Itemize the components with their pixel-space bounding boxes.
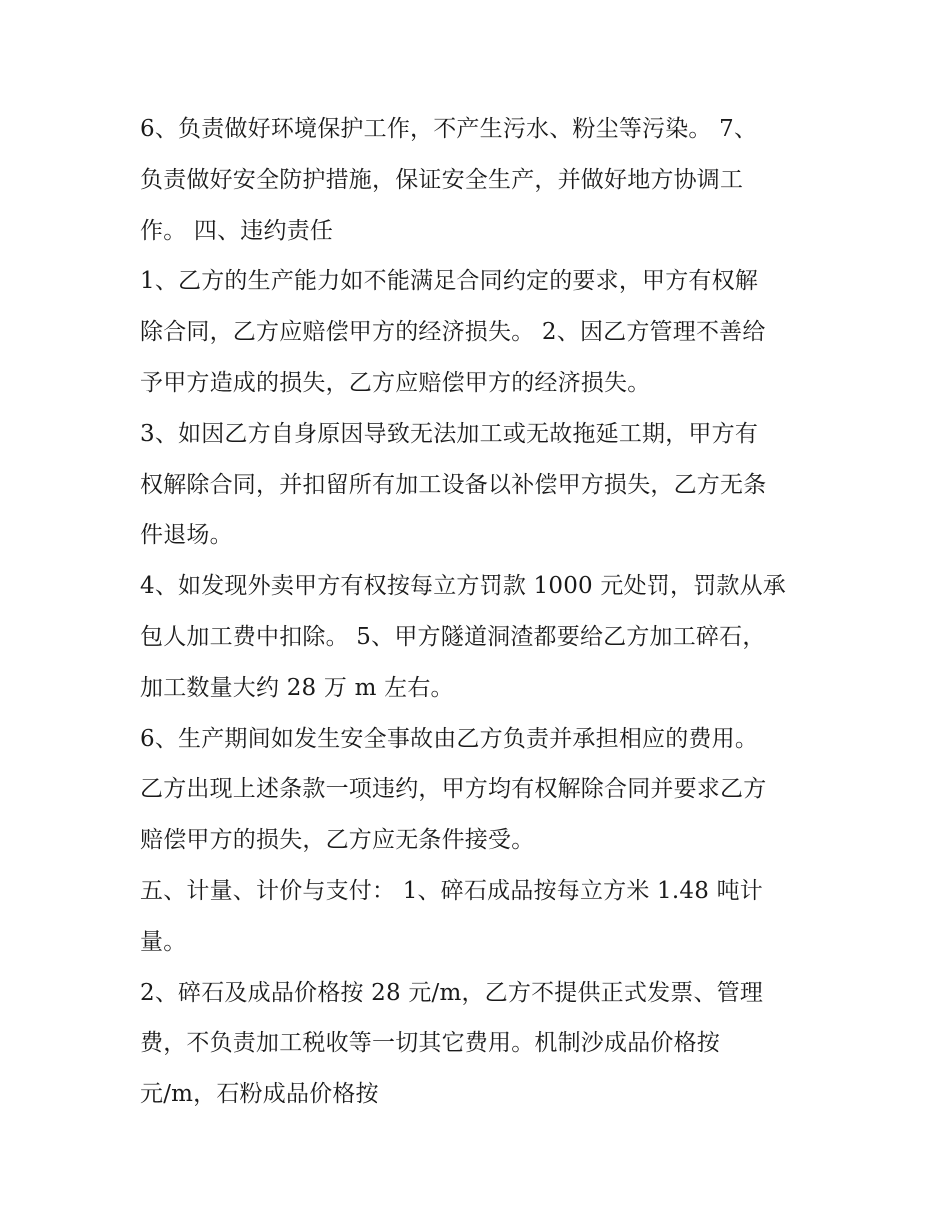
text-line-8: 权解除合同，并扣留所有加工设备以补偿甲方损失，乙方无条 [140, 471, 767, 498]
text-line-13: 6、生产期间如发生安全事故由乙方负责并承担相应的费用。 [140, 725, 759, 752]
text-line-4: 1、乙方的生产能力如不能满足合同约定的要求，甲方有权解 [140, 268, 759, 295]
text-line-9: 件退场。 [140, 522, 233, 549]
text-line-14: 乙方出现上述条款一项违约，甲方均有权解除合同并要求乙方 [140, 776, 767, 803]
text-line-3: 作。 四、违约责任 [140, 217, 334, 244]
text-line-19: 费，不负责加工税收等一切其它费用。机制沙成品价格按 [140, 1030, 720, 1057]
text-line-15: 赔偿甲方的损失，乙方应无条件接受。 [140, 827, 535, 854]
text-line-10: 4、如发现外卖甲方有权按每立方罚款 1000 元处罚，罚款从承 [140, 573, 786, 600]
text-line-2: 负责做好安全防护措施，保证安全生产，并做好地方协调工 [140, 166, 744, 193]
text-line-18: 2、碎石及成品价格按 28 元/m，乙方不提供正式发票、管理 [140, 979, 764, 1006]
text-line-5: 除合同，乙方应赔偿甲方的经济损失。 2、因乙方管理不善给 [140, 319, 766, 346]
text-line-1: 6、负责做好环境保护工作，不产生污水、粉尘等污染。 7、 [140, 116, 758, 142]
text-line-17: 量。 [140, 928, 187, 955]
text-line-12: 加工数量大约 28 万 m 左右。 [140, 674, 454, 701]
text-line-20: 元/m，石粉成品价格按 [140, 1081, 379, 1108]
text-line-16: 五、计量、计价与支付： 1、碎石成品按每立方米 1.48 吨计 [140, 877, 763, 904]
text-line-7: 3、如因乙方自身原因导致无法加工或无故拖延工期，甲方有 [140, 420, 759, 447]
contract-text [140, 104, 820, 1120]
text-line-11: 包人加工费中扣除。 5、甲方隧道洞渣都要给乙方加工碎石， [140, 623, 766, 650]
text-line-6: 予甲方造成的损失，乙方应赔偿甲方的经济损失。 [140, 369, 651, 396]
